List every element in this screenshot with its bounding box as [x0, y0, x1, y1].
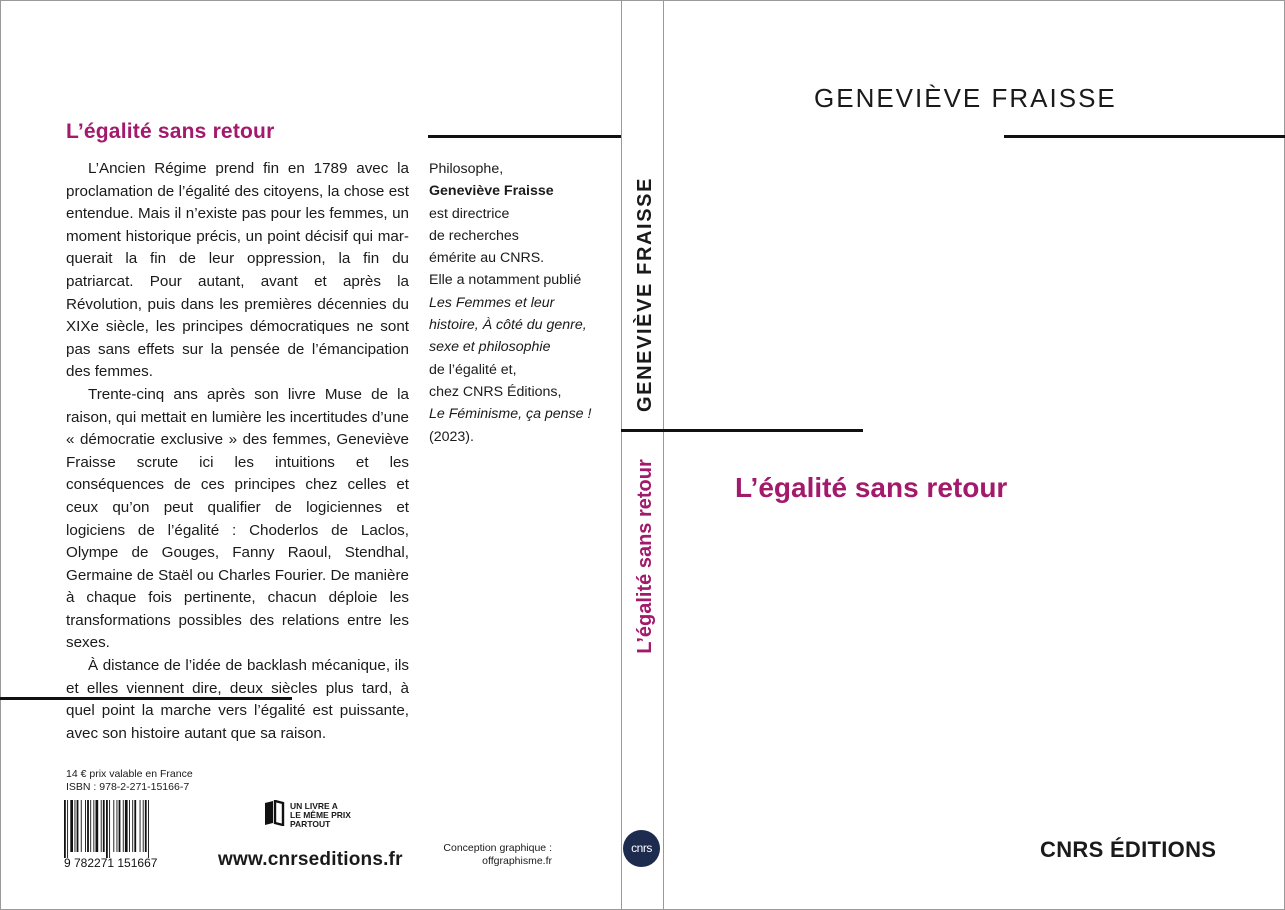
summary-paragraph: Trente-cinq ans après son livre Muse de la raison, qui mettait en lumière les incertitudes d’une « démocratie exclusive » des femmes, Geneviève Fraisse scrute ici les intuitions et les conséquences de ces principes chez celles et ceux qu’on peut qualifier de logiciennes et logiciens de l’égalité : Choderlos de Laclos, Olympe de Gouges, Fanny Raoul, Stendhal, Germaine de Staël ou Charles Fourier. De manière à chaque fois pertinente, chacun déploie les transformations possibles des relations entre les sexes. [66, 385, 409, 652]
back-cover-summary [66, 158, 409, 745]
bio-line: émérite au CNRS. [429, 250, 545, 267]
cnrs-logo-icon: cnrs [623, 830, 660, 867]
bio-line: Elle a notamment publié [429, 272, 582, 289]
spine-left-edge [621, 0, 622, 910]
front-title: L’égalité sans retour [735, 472, 1008, 503]
front-author: GENEVIÈVE FRAISSE [814, 83, 1117, 113]
barcode [64, 800, 184, 870]
bio-line: (2023). [429, 428, 474, 445]
bio-line: Philosophe, [429, 161, 504, 177]
publisher-website: www.cnrseditions.fr [218, 849, 403, 870]
front-author-rule [1004, 135, 1285, 138]
bio-author-name: Geneviève Fraisse [429, 183, 554, 200]
bio-line: chez CNRS Éditions, [429, 383, 562, 400]
fixed-price-label: UN LIVRE A LE MÊME PRIX PARTOUT [290, 801, 351, 829]
bio-line: Le Féminisme, ça pense ! [429, 406, 592, 423]
design-credits: Conception graphique : offgraphisme.fr [443, 842, 552, 867]
price-block [66, 768, 193, 794]
back-bio-rule [428, 135, 621, 138]
fixed-price-book-icon [263, 800, 285, 826]
bio-line: est directrice [429, 205, 510, 222]
spine-title: L’égalité sans retour [634, 459, 656, 654]
bio-line: histoire, À côté du genre, [429, 317, 587, 334]
bio-line [429, 180, 619, 202]
publisher-logo: CNRS ÉDITIONS [1040, 837, 1217, 862]
bio-line: Les Femmes et leur [429, 294, 555, 311]
bio-line: de l’égalité et, [429, 361, 517, 378]
author-bio [429, 158, 619, 448]
spine-divider-rule [621, 429, 863, 432]
spine-author: GENEVIÈVE FRAISSE [634, 176, 656, 412]
price-text: 14 € prix valable en France [66, 768, 193, 780]
summary-paragraph: À distance de l’idée de backlash mécanique, ils et elles viennent dire, deux siècles plus tard, à quel point la marche vers l’égalité est puissante, avec son histoire autant que sa raison. [66, 657, 409, 742]
isbn-text: ISBN : 978-2-271-15166-7 [66, 781, 190, 793]
bio-line: sexe et philosophie [429, 339, 551, 356]
back-cover-title: L’égalité sans retour [66, 120, 275, 143]
barcode-number: 9 782271 151667 [64, 856, 158, 870]
bio-line: de recherches [429, 227, 519, 244]
summary-paragraph: L’Ancien Régime prend fin en 1789 avec la proclamation de l’égalité des citoyens, la chose est entendue. Mais il n’existe pas pour les femmes, un moment historique précis, un point décisif qui mar-querait la fin de leur oppression, la fin du patriarcat. Pour autant, avant et après la Révolution, puis dans les premières décennies du XIXe siècle, les principes démocratiques ne sont pas sans effets sur la pensée de l’émancipation des femmes. [66, 160, 409, 381]
